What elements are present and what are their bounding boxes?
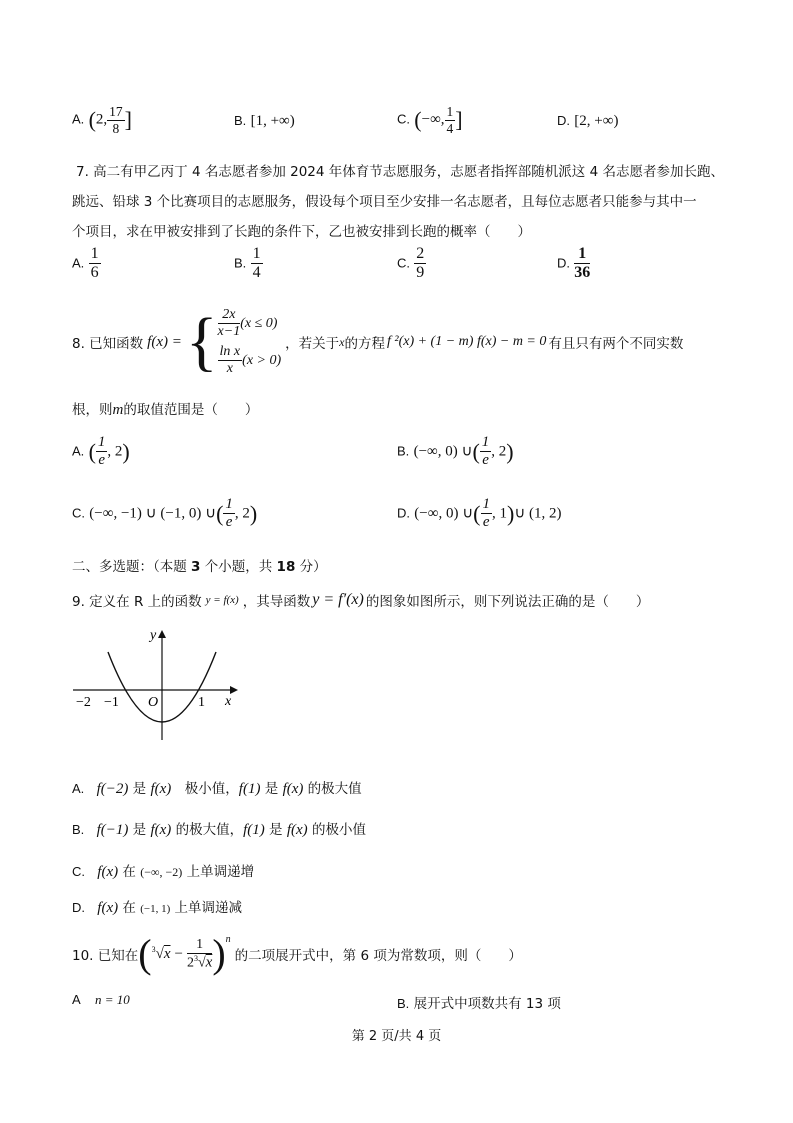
option-label: A. [72,443,85,459]
q8-equation: f ²(x) + (1 − m) f(x) − m = 0 [386,334,547,349]
q7-line-2: 跳远、铅球 3 个比赛项目的志愿服务，假设每个项目至少安排一名志愿者，且每位志愿者只能参与其中一 [72,194,697,210]
exponent: n [225,934,231,945]
fraction: $\frac{1}{4}$ [252,245,261,282]
section-heading: 二、多选题：（本题 3 个小题，共 18 分） [72,559,327,575]
var-x: x [339,334,345,349]
q7-option-c[interactable] [397,245,426,283]
function-name: y = f(x) [205,594,239,606]
minus-sign: − [174,945,183,962]
var-m: m [112,402,124,418]
q7-option-a[interactable] [72,245,101,283]
q7-line-3: 个项目，求在甲被安排到了长跑的条件下，乙也被安排到长跑的概率（ ） [72,224,531,240]
q9-option-b[interactable]: B. f(−1) 是 f(x) 的极大值，f(1) 是 f(x) 的极小值 [72,822,366,838]
option-label: C. [397,111,410,127]
option-label: A [72,992,81,1007]
q10-prefix: 10. 已知在 [72,948,139,964]
fraction: $\frac{1}{6}$ [90,245,99,282]
option-label: D. [557,255,570,271]
fraction: $\frac{1}{e}$ [97,434,106,469]
q10-suffix: 的二项展开式中，第 6 项为常数项，则（ ） [234,948,522,964]
q6-option-b[interactable] [234,113,295,130]
q8-option-c[interactable]: C. (−∞, −1) ∪ (−1, 0) ∪( $\frac{1}{e}$ , 2) [72,496,258,531]
option-label: A. [72,781,85,796]
fraction: $\frac{1}{e}$ [225,496,233,531]
fraction: $\frac{1}{36}$ [574,245,591,282]
q9-stem [72,590,649,610]
option-label: B. [234,113,247,128]
q9-option-a[interactable]: A. f(−2) 是 f(x) 极小值，f(1) 是 f(x) 的极大值 [72,781,362,797]
right-paren: ) [212,931,226,976]
option-label: B. [397,996,410,1011]
x-axis-arrow-icon [230,686,238,694]
q7-option-d[interactable] [557,245,590,283]
fraction: $\frac{1}{e}$ [481,434,490,469]
option-label: D. [557,113,570,128]
q9-option-d[interactable]: D. f(x) 在 (−1, 1) 上单调递减 [72,900,243,916]
q10-option-b[interactable] [397,992,561,1012]
page-footer: 第 2 页/共 4 页 [351,1029,442,1044]
q7-option-b[interactable] [234,245,263,283]
q6-option-a[interactable]: A. (2, $\frac{17}{8}$ ] [72,104,132,136]
q9-option-c[interactable]: C. f(x) 在 (−∞, −2) 上单调递增 [72,864,255,880]
y-axis-label: y [150,628,157,643]
tick-label: −2 [76,695,91,710]
option-label: A. [72,255,85,271]
q8-stem [72,298,683,386]
option-text: (−∞, −1) ∪ (−1, 0) ∪ [89,505,217,522]
q9-suffix: 的图象如图所示，则下列说法正确的是（ ） [365,594,650,610]
option-label: B. [234,255,247,271]
piece-2: $\frac{\text{ln x}}{x}$ (x > 0) [219,344,282,377]
function-name: f(x) = [147,333,182,350]
option-text: , 2 [234,505,250,522]
option-label: D. [72,900,85,915]
left-brace: { [185,305,218,378]
option-text: n = 10 [94,992,130,1007]
fraction: $\frac{2}{9}$ [416,245,425,282]
option-text: , 2 [107,443,123,460]
left-paren: ( [138,931,152,976]
tick-label: 1 [198,695,205,710]
option-text: ∪ (1, 2) [514,505,562,522]
fraction: $\frac{1}{2^3√x}$ [186,936,213,971]
q8-line2b: 的取值范围是（ ） [123,402,259,418]
q8-option-a[interactable]: A. ( $\frac{1}{e}$ , 2) [72,434,130,469]
option-label: C. [72,505,85,521]
option-text: −∞, [421,111,445,128]
y-axis-arrow-icon [158,630,166,638]
option-label: A. [72,111,85,127]
option-text: 展开式中项数共有 13 项 [413,996,561,1012]
fraction: $\frac{1}{4}$ [446,104,454,136]
q9-mid: ，其导函数 [242,594,311,610]
q8-option-d[interactable]: D. (−∞, 0) ∪( $\frac{1}{e}$ , 1)∪ (1, 2) [397,496,562,531]
option-label: D. [397,505,410,521]
q10-stem [72,930,522,978]
q8-line-2 [72,398,258,419]
derivative-graph [70,622,240,744]
q7-line-1: 7. 高二有甲乙丙丁 4 名志愿者参加 2024 年体育节志愿服务，志愿者指挥部随机派这 4 名志愿者参加长跑、 [76,164,724,180]
option-text: 2, [95,111,108,128]
q6-option-c[interactable]: C. (−∞, $\frac{1}{4}$ ] [397,104,463,136]
q8-suffix: 有且只有两个不同实数 [548,336,684,352]
option-label: C. [72,864,85,879]
piecewise-cases [218,307,282,377]
fraction: $\frac{1}{e}$ [482,496,490,531]
option-label: B. [397,443,410,459]
piece-1: $\frac{2x}{x-1}$ (x ≤ 0) [217,306,278,339]
option-text: [2, +∞) [574,113,619,129]
q10-option-a[interactable] [72,992,130,1008]
option-text: , 1 [492,505,507,522]
q9-prefix: 9. 定义在 R 上的函数 [72,594,202,610]
option-text: (−∞, 0) ∪ [413,443,473,460]
origin-label: O [148,695,159,710]
option-text: (−∞, 0) ∪ [414,505,474,522]
option-label: C. [397,255,410,271]
cube-root: $^3$√x [151,945,171,962]
option-label: B. [72,822,85,837]
q8-option-b[interactable]: B. (−∞, 0) ∪( $\frac{1}{e}$ , 2) [397,434,514,469]
q8-mid2: 的方程 [344,336,385,352]
tick-label: −1 [104,695,119,710]
fraction: $\frac{17}{8}$ [109,104,123,136]
x-axis-label: x [225,694,232,709]
derivative-name: y = f′(x) [312,591,364,608]
q8-prefix: 8. 已知函数 [72,336,144,352]
q6-option-d[interactable] [557,113,618,130]
q8-line2a: 根，则 [72,402,113,418]
option-text: [1, +∞) [250,113,295,129]
option-text: , 2 [491,443,507,460]
q8-mid: ，若关于 [285,336,340,352]
